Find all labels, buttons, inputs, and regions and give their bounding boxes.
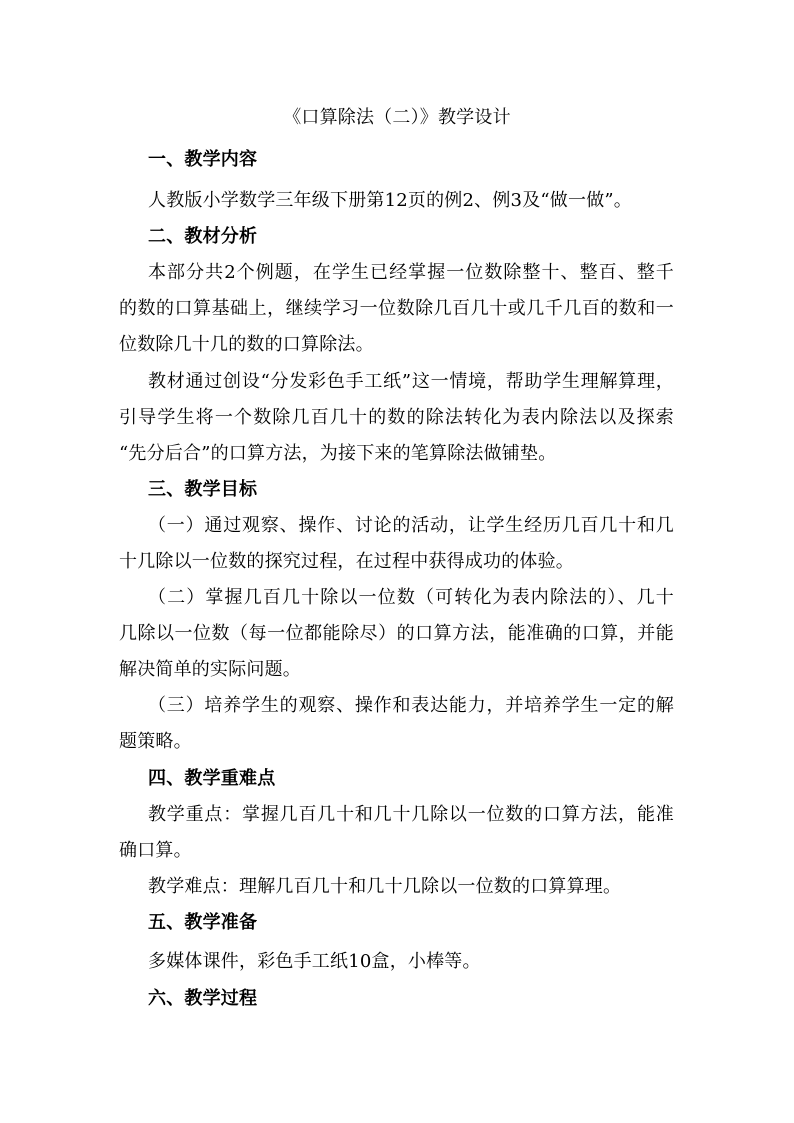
paragraph-line: 教材通过创设“分发彩色手工纸”这一情境，帮助学生理解算理， bbox=[148, 371, 674, 392]
section-heading-teaching-process: 六、教学过程 bbox=[148, 988, 258, 1009]
paragraph-line: （三）培养学生的观察、操作和表达能力，并培养学生一定的解 bbox=[148, 695, 674, 716]
paragraph-line: （二）掌握几百几十除以一位数（可转化为表内除法的）、几十 bbox=[148, 587, 674, 608]
paragraph-line: 的数的口算基础上，继续学习一位数除几百几十或几千几百的数和一 bbox=[119, 298, 674, 319]
paragraph-line: 十几除以一位数的探究过程，在过程中获得成功的体验。 bbox=[119, 551, 574, 572]
paragraph-line: 位数除几十几的数的口算除法。 bbox=[119, 334, 374, 355]
paragraph-line: 教学重点：掌握几百几十和几十几除以一位数的口算方法，能准 bbox=[148, 804, 674, 825]
document-title: 《口算除法（二）》教学设计 bbox=[283, 107, 511, 128]
paragraph-line: 人教版小学数学三年级下册第12页的例2、例3及“做一做”。 bbox=[148, 190, 633, 211]
paragraph-line: 本部分共2个例题，在学生已经掌握一位数除整十、整百、整千 bbox=[148, 262, 674, 283]
section-heading-teaching-preparation: 五、教学准备 bbox=[148, 912, 258, 933]
section-heading-teaching-content: 一、教学内容 bbox=[148, 149, 258, 170]
paragraph-line: （一）通过观察、操作、讨论的活动，让学生经历几百几十和几 bbox=[148, 515, 674, 536]
paragraph-line: “先分后合”的口算方法，为接下来的笔算除法做铺垫。 bbox=[119, 443, 557, 464]
paragraph-line: 确口算。 bbox=[119, 840, 192, 861]
section-heading-teaching-goals: 三、教学目标 bbox=[148, 479, 258, 500]
paragraph-line: 引导学生将一个数除几百几十的数的除法转化为表内除法以及探索 bbox=[119, 407, 674, 428]
paragraph-line: 题策略。 bbox=[119, 731, 192, 752]
paragraph-line: 多媒体课件，彩色手工纸10盒，小棒等。 bbox=[148, 951, 481, 972]
section-heading-material-analysis: 二、教材分析 bbox=[148, 226, 258, 247]
paragraph-line: 解决简单的实际问题。 bbox=[119, 659, 301, 680]
section-heading-key-difficult-points: 四、教学重难点 bbox=[148, 768, 276, 789]
paragraph-line: 几除以一位数（每一位都能除尽）的口算方法，能准确的口算，并能 bbox=[119, 623, 674, 644]
paragraph-line: 教学难点：理解几百几十和几十几除以一位数的口算算理。 bbox=[148, 876, 622, 897]
